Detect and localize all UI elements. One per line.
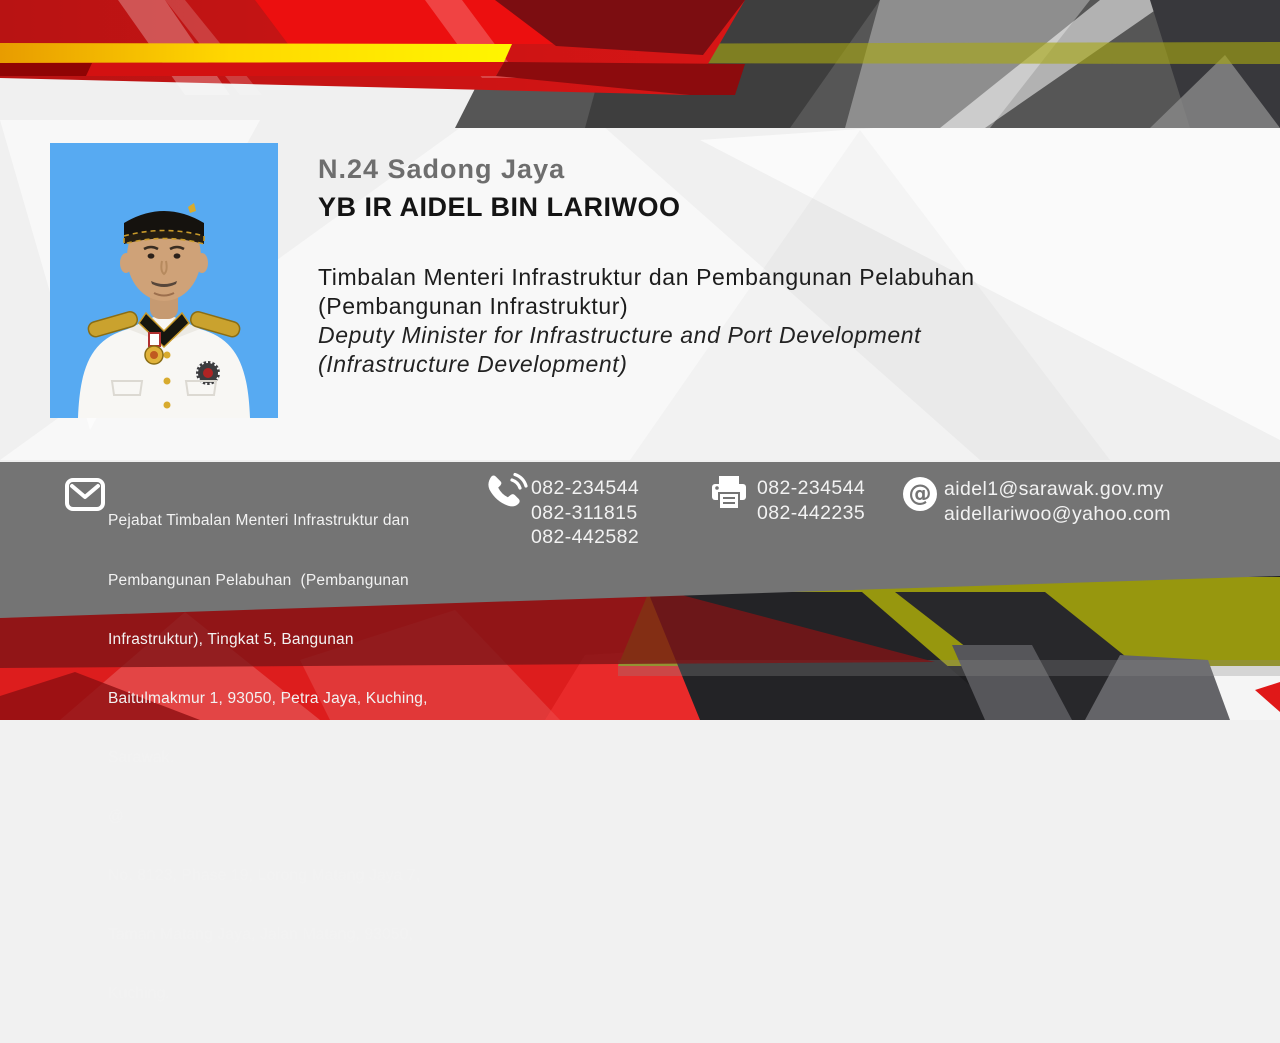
fax-numbers [757,476,865,525]
address-line: Baitulmakmur 1, 93050, Petra Jaya, Kuching, [108,689,428,707]
fax-number: 082-442235 [757,501,866,524]
constituency-label: N.24 Sadong Jaya [318,154,566,184]
title-ms-line2: (Pembangunan Infrastruktur) [318,293,629,319]
address-line: Sarawak. [108,748,175,766]
address-line: Taman Matang Jaya, Jalan Matang, 93050, [108,926,414,944]
at-icon [903,477,937,511]
phone-number: 082-311815 [531,501,638,524]
at-glyph: @ [908,481,932,507]
phone-icon [487,473,527,513]
official-name: YB IR AIDEL BIN LARIWOO [318,192,681,222]
email-addresses [944,477,1171,527]
phone-number: 082-442582 [531,526,640,548]
phone-number: 082-234544 [531,477,640,499]
address-separator: @ [108,807,124,825]
address-text [108,472,472,1043]
title-en-line1: Deputy Minister for Infrastructure and Port Development [318,322,922,348]
address-line: Kuching. [108,985,170,1003]
address-line: Pembangunan Pelabuhan (Pembangunan [108,571,409,589]
address-line: No. 8123, Phase 19, Lorong Matang Jaya 7, [108,867,421,885]
title-en-line2: (Infrastructure Development) [318,351,628,377]
email-address: aidellariwoo@yahoo.com [944,503,1171,525]
email-address: aidel1@sarawak.gov.my [944,478,1164,500]
mail-icon [64,477,106,513]
fax-number: 082-234544 [757,477,866,499]
address-line: Infrastruktur), Tingkat 5, Bangunan [108,630,354,648]
fax-printer-icon [709,475,749,513]
phone-numbers [531,476,639,550]
title-ms-line1: Timbalan Menteri Infrastruktur dan Pembangunan Pelabuhan [318,264,975,290]
address-line: Pejabat Timbalan Menteri Infrastruktur dan [108,512,410,530]
